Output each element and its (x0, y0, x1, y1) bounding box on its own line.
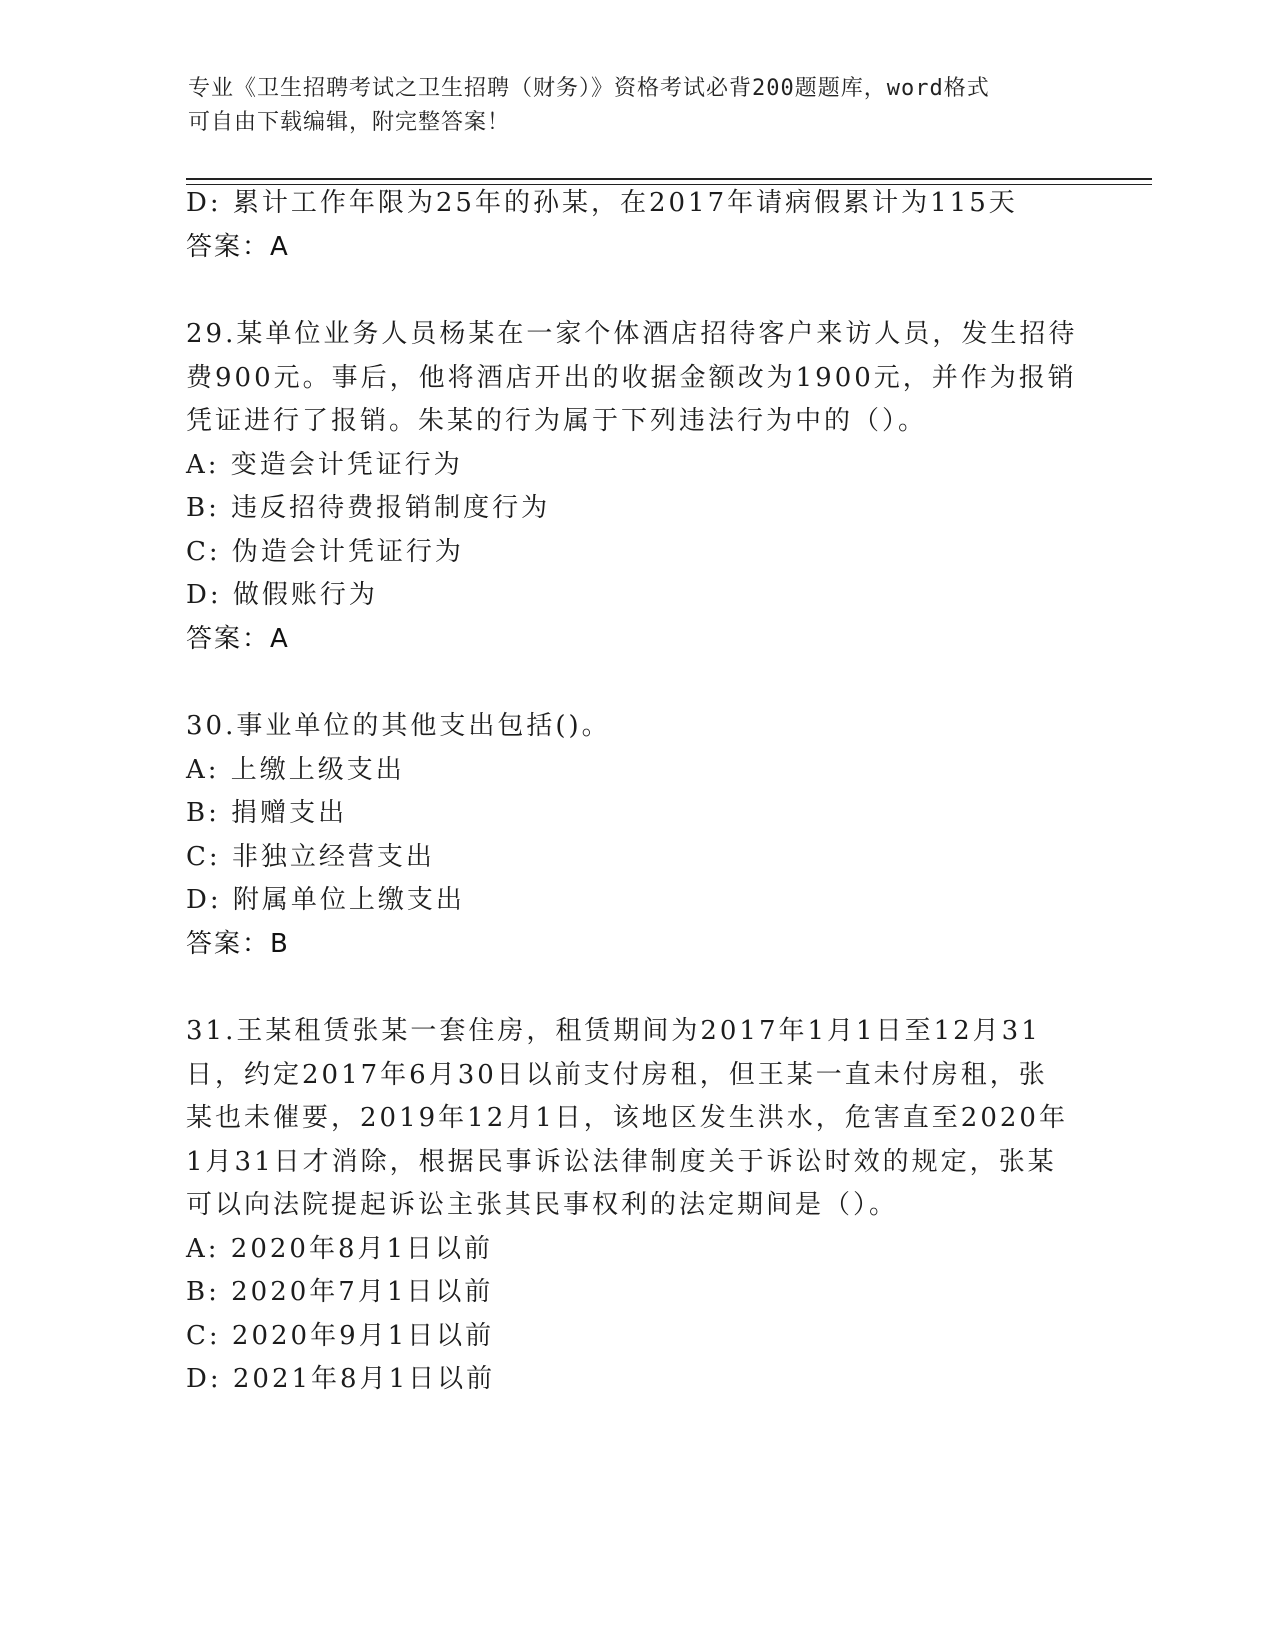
q31-option-d: D: 2021年8月1日以前 (186, 1364, 496, 1394)
q31-option-a: A: 2020年8月1日以前 (186, 1234, 494, 1264)
q30-option-a: A: 上缴上级支出 (186, 755, 405, 785)
q30-option-c: C: 非独立经营支出 (186, 842, 435, 872)
q29-stem-line-2: 费900元。事后，他将酒店开出的收据金额改为1900元，并作为报销 (186, 363, 1077, 393)
q29-stem-line-1: 29.某单位业务人员杨某在一家个体酒店招待客户来访人员，发生招待 (186, 319, 1078, 349)
q29-option-c: C: 伪造会计凭证行为 (186, 537, 464, 567)
q30-option-b: B: 捐赠支出 (186, 798, 348, 828)
q29-option-b: B: 违反招待费报销制度行为 (186, 493, 551, 523)
header-line-2: 可自由下载编辑，附完整答案！ (188, 110, 511, 135)
q29-stem-line-3: 凭证进行了报销。朱某的行为属于下列违法行为中的（）。 (186, 406, 928, 436)
prev-option-d: D: 累计工作年限为25年的孙某，在2017年请病假累计为115天 (186, 188, 1018, 218)
q30-stem-line-1: 30.事业单位的其他支出包括()。 (186, 711, 611, 741)
q31-stem-line-2: 日，约定2017年6月30日以前支付房租，但王某一直未付房租，张 (186, 1060, 1048, 1090)
q31-option-b: B: 2020年7月1日以前 (186, 1277, 494, 1307)
q31-option-c: C: 2020年9月1日以前 (186, 1321, 495, 1351)
q31-stem-line-1: 31.王某租赁张某一套住房，租赁期间为2017年1月1日至12月31 (186, 1016, 1041, 1046)
document-header (188, 72, 1078, 140)
q31-stem-line-3: 某也未催要，2019年12月1日，该地区发生洪水，危害直至2020年 (186, 1103, 1068, 1133)
q31-stem-line-4: 1月31日才消除，根据民事诉讼法律制度关于诉讼时效的规定，张某 (186, 1147, 1057, 1177)
q29-answer: 答案：A (186, 624, 290, 654)
q29-option-d: D: 做假账行为 (186, 580, 378, 610)
header-divider-thick (186, 178, 1152, 180)
q31-stem-line-5: 可以向法院提起诉讼主张其民事权利的法定期间是（）。 (186, 1190, 899, 1220)
header-line-1: 专业《卫生招聘考试之卫生招聘（财务）》资格考试必背200题题库，word格式 (188, 76, 990, 101)
q29-option-a: A: 变造会计凭证行为 (186, 450, 463, 480)
q30-answer: 答案：B (186, 929, 290, 959)
prev-answer: 答案：A (186, 232, 290, 262)
q30-option-d: D: 附属单位上缴支出 (186, 885, 465, 915)
